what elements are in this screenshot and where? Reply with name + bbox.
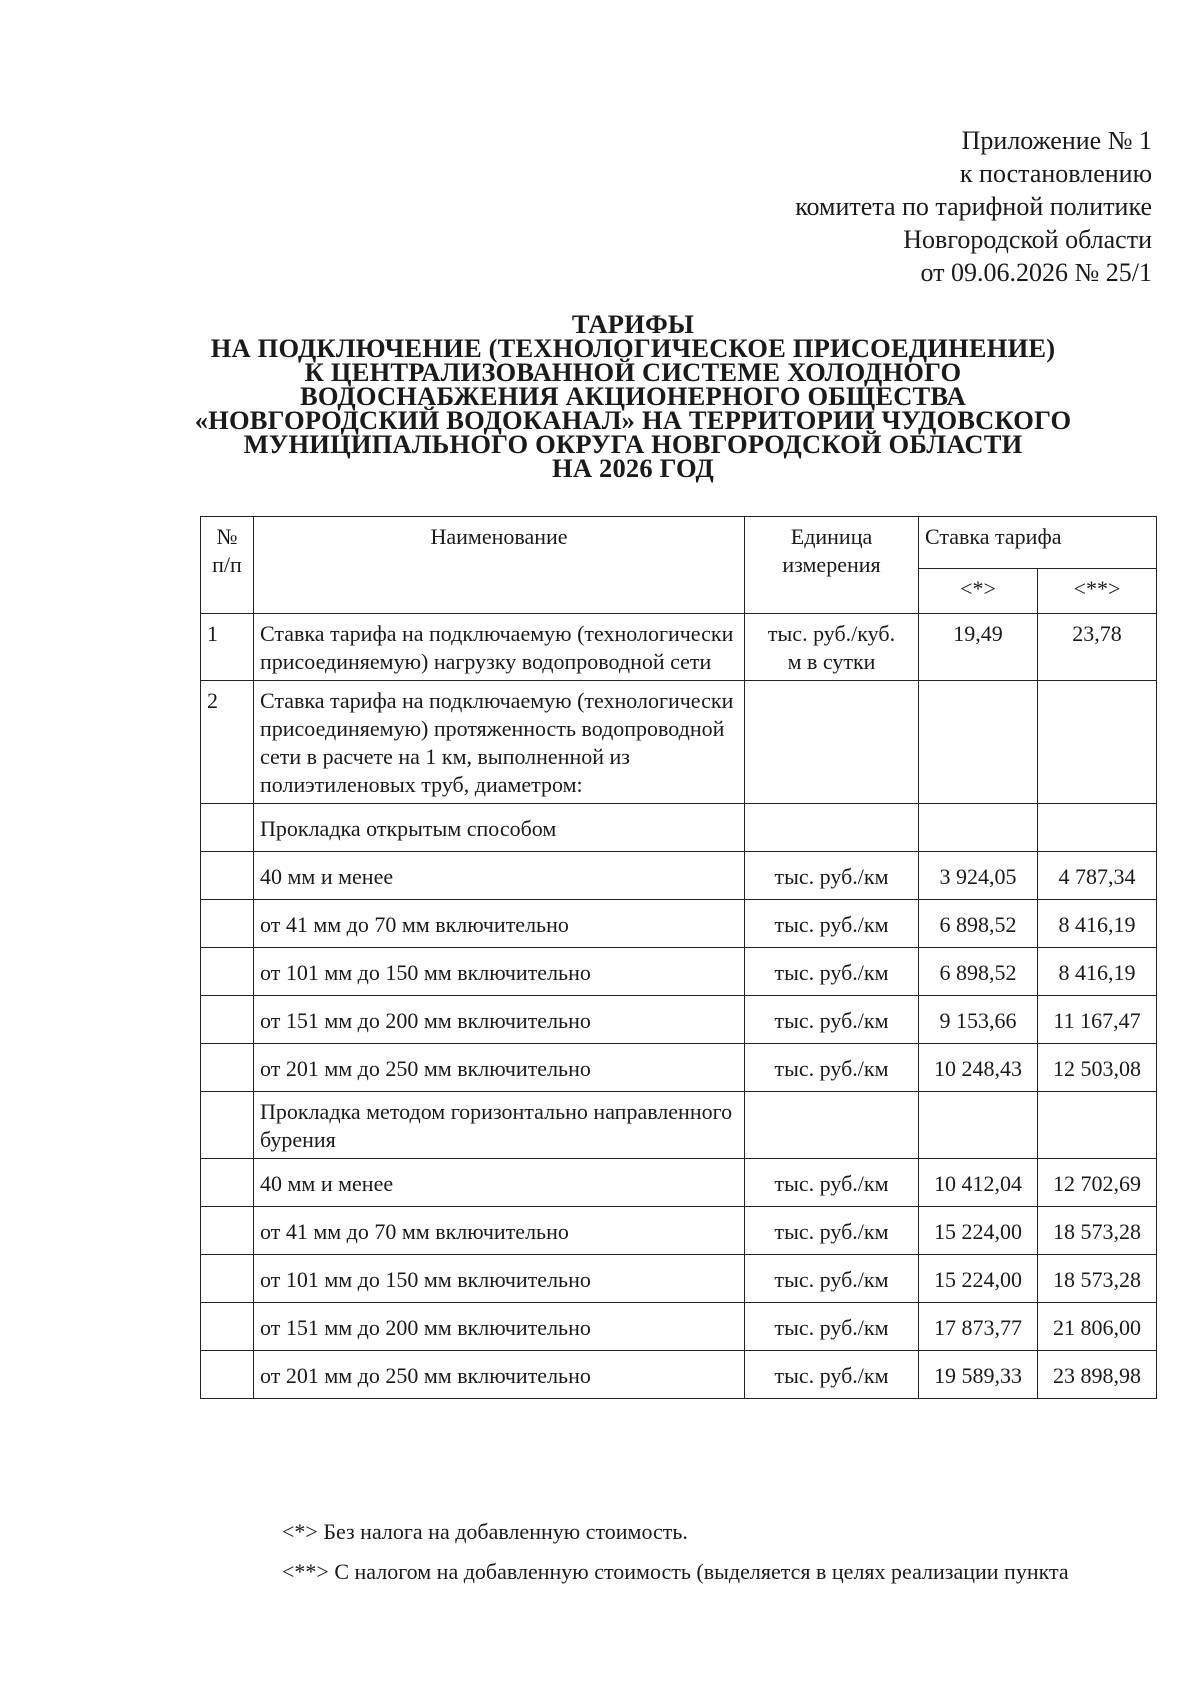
row-name: от 101 мм до 150 мм включительно bbox=[254, 948, 745, 996]
appendix-line: Приложение № 1 bbox=[961, 126, 1152, 155]
table-row bbox=[201, 804, 1157, 852]
row-rate-without-vat bbox=[919, 1092, 1038, 1159]
title-line: НА ПОДКЛЮЧЕНИЕ (ТЕХНОЛОГИЧЕСКОЕ ПРИСОЕДИНЕНИЕ) bbox=[210, 333, 1056, 363]
row-unit bbox=[745, 681, 919, 804]
header-unit-line: Единица bbox=[790, 524, 873, 549]
title-line: ТАРИФЫ bbox=[571, 309, 695, 339]
table-row bbox=[201, 1207, 1157, 1255]
row-unit: тыс. руб./км bbox=[745, 1255, 919, 1303]
row-rate-without-vat: 3 924,05 bbox=[919, 852, 1038, 900]
table-row bbox=[201, 852, 1157, 900]
row-number bbox=[201, 1351, 254, 1399]
title-line: НА 2026 ГОД bbox=[552, 453, 714, 483]
row-rate-with-vat: 8 416,19 bbox=[1038, 948, 1157, 996]
row-unit: тыс. руб./км bbox=[745, 852, 919, 900]
row-number bbox=[201, 1303, 254, 1351]
header-unit bbox=[745, 517, 919, 614]
row-rate-without-vat: 9 153,66 bbox=[919, 996, 1038, 1044]
row-rate-without-vat: 17 873,77 bbox=[919, 1303, 1038, 1351]
table-row bbox=[201, 1351, 1157, 1399]
title-line: К ЦЕНТРАЛИЗОВАННОЙ СИСТЕМЕ ХОЛОДНОГО bbox=[304, 357, 962, 387]
appendix-block bbox=[795, 124, 1152, 289]
appendix-line: Новгородской области bbox=[903, 225, 1152, 254]
appendix-line: к постановлению bbox=[959, 159, 1152, 188]
footnote-with-vat: <**> С налогом на добавленную стоимость (выделяется в целях реализации пункта bbox=[282, 1559, 1069, 1584]
row-number bbox=[201, 804, 254, 852]
row-name: Ставка тарифа на подключаемую (технологически присоединяемую) протяженность водопроводной сети в расчете на 1 км, выполненной из полиэтиленовых труб, диаметром: bbox=[254, 681, 745, 804]
row-unit bbox=[745, 614, 919, 681]
row-rate-with-vat bbox=[1038, 1092, 1157, 1159]
table-row bbox=[201, 681, 1157, 804]
row-rate-without-vat: 19 589,33 bbox=[919, 1351, 1038, 1399]
row-rate-with-vat: 8 416,19 bbox=[1038, 900, 1157, 948]
table-header-row bbox=[201, 517, 1157, 569]
row-unit bbox=[745, 804, 919, 852]
row-rate-without-vat: 19,49 bbox=[919, 614, 1038, 681]
row-number bbox=[201, 1159, 254, 1207]
row-rate-without-vat: 15 224,00 bbox=[919, 1207, 1038, 1255]
row-unit: тыс. руб./км bbox=[745, 1303, 919, 1351]
footnote-without-vat: <*> Без налога на добавленную стоимость. bbox=[282, 1519, 688, 1544]
header-rate-with-vat: <**> bbox=[1038, 568, 1157, 613]
table-row bbox=[201, 1044, 1157, 1092]
row-rate-with-vat bbox=[1038, 681, 1157, 804]
row-number bbox=[201, 1092, 254, 1159]
table-row bbox=[201, 614, 1157, 681]
row-name: от 201 мм до 250 мм включительно bbox=[254, 1044, 745, 1092]
row-name: 40 мм и менее bbox=[254, 852, 745, 900]
header-number-line: п/п bbox=[212, 552, 242, 577]
row-name: Прокладка открытым способом bbox=[254, 804, 745, 852]
appendix-line: комитета по тарифной политике bbox=[795, 192, 1152, 221]
row-number bbox=[201, 1255, 254, 1303]
title-line: МУНИЦИПАЛЬНОГО ОКРУГА НОВГОРОДСКОЙ ОБЛАСТИ bbox=[243, 429, 1023, 459]
row-rate-with-vat: 12 702,69 bbox=[1038, 1159, 1157, 1207]
row-rate-without-vat: 6 898,52 bbox=[919, 948, 1038, 996]
row-name: от 201 мм до 250 мм включительно bbox=[254, 1351, 745, 1399]
appendix-line: от 09.06.2026 № 25/1 bbox=[920, 258, 1152, 287]
table-row bbox=[201, 1092, 1157, 1159]
row-unit: тыс. руб./км bbox=[745, 948, 919, 996]
row-rate-without-vat bbox=[919, 681, 1038, 804]
row-number bbox=[201, 900, 254, 948]
row-number bbox=[201, 948, 254, 996]
title-line: ВОДОСНАБЖЕНИЯ АКЦИОНЕРНОГО ОБЩЕСТВА bbox=[300, 381, 966, 411]
row-rate-with-vat bbox=[1038, 804, 1157, 852]
row-unit: тыс. руб./км bbox=[745, 1159, 919, 1207]
row-number bbox=[201, 852, 254, 900]
table-row bbox=[201, 1159, 1157, 1207]
row-unit bbox=[745, 1092, 919, 1159]
table-row bbox=[201, 1255, 1157, 1303]
row-unit: тыс. руб./км bbox=[745, 1044, 919, 1092]
row-rate-with-vat: 11 167,47 bbox=[1038, 996, 1157, 1044]
row-name: от 41 мм до 70 мм включительно bbox=[254, 1207, 745, 1255]
row-rate-with-vat: 12 503,08 bbox=[1038, 1044, 1157, 1092]
row-number: 1 bbox=[201, 614, 254, 681]
row-unit-line: тыс. руб./куб. bbox=[767, 621, 896, 646]
row-name: от 41 мм до 70 мм включительно bbox=[254, 900, 745, 948]
table-row bbox=[201, 1303, 1157, 1351]
document-title bbox=[150, 309, 1116, 483]
row-number bbox=[201, 996, 254, 1044]
table-row bbox=[201, 996, 1157, 1044]
row-rate-with-vat: 4 787,34 bbox=[1038, 852, 1157, 900]
row-unit: тыс. руб./км bbox=[745, 996, 919, 1044]
row-unit-line: м в сутки bbox=[787, 649, 876, 674]
row-number: 2 bbox=[201, 681, 254, 804]
row-rate-with-vat: 18 573,28 bbox=[1038, 1207, 1157, 1255]
row-number bbox=[201, 1044, 254, 1092]
row-unit: тыс. руб./км bbox=[745, 1207, 919, 1255]
table-row bbox=[201, 948, 1157, 996]
header-rate-without-vat: <*> bbox=[919, 568, 1038, 613]
header-number-line: № bbox=[216, 524, 238, 549]
header-name: Наименование bbox=[254, 517, 745, 614]
row-name: 40 мм и менее bbox=[254, 1159, 745, 1207]
row-unit: тыс. руб./км bbox=[745, 1351, 919, 1399]
row-rate-without-vat: 6 898,52 bbox=[919, 900, 1038, 948]
title-line: «НОВГОРОДСКИЙ ВОДОКАНАЛ» НА ТЕРРИТОРИИ ЧУДОВСКОГО bbox=[194, 405, 1072, 435]
row-rate-without-vat bbox=[919, 804, 1038, 852]
row-rate-with-vat: 21 806,00 bbox=[1038, 1303, 1157, 1351]
row-name: от 151 мм до 200 мм включительно bbox=[254, 996, 745, 1044]
row-rate-with-vat: 23 898,98 bbox=[1038, 1351, 1157, 1399]
row-name: от 151 мм до 200 мм включительно bbox=[254, 1303, 745, 1351]
row-name: Ставка тарифа на подключаемую (технологически присоединяемую) нагрузку водопроводной сети bbox=[254, 614, 745, 681]
row-unit: тыс. руб./км bbox=[745, 900, 919, 948]
row-rate-without-vat: 15 224,00 bbox=[919, 1255, 1038, 1303]
header-number bbox=[201, 517, 254, 614]
row-rate-without-vat: 10 412,04 bbox=[919, 1159, 1038, 1207]
row-rate-with-vat: 18 573,28 bbox=[1038, 1255, 1157, 1303]
table-row bbox=[201, 900, 1157, 948]
row-rate-without-vat: 10 248,43 bbox=[919, 1044, 1038, 1092]
header-unit-line: измерения bbox=[782, 552, 881, 577]
header-rate: Ставка тарифа bbox=[919, 517, 1157, 569]
footnotes bbox=[282, 1518, 1069, 1598]
tariff-table bbox=[200, 516, 1157, 1399]
row-name: Прокладка методом горизонтально направленного бурения bbox=[254, 1092, 745, 1159]
row-name: от 101 мм до 150 мм включительно bbox=[254, 1255, 745, 1303]
row-rate-with-vat: 23,78 bbox=[1038, 614, 1157, 681]
row-number bbox=[201, 1207, 254, 1255]
